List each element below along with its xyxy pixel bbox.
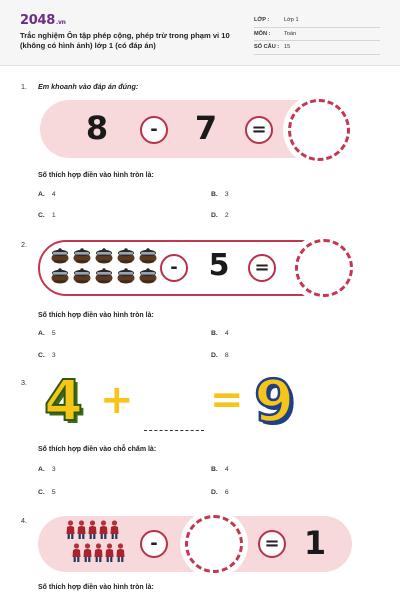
question-prompt: Em khoanh vào đáp án đúng: [38,82,139,91]
operand-right: 7 [194,109,218,147]
person-icon [99,520,108,540]
option-a[interactable]: A. 3 [38,466,56,473]
teapot-icon [138,247,158,264]
result-number: 1 [303,524,327,562]
teapot-icon [94,247,114,264]
teapot-icon [138,267,158,284]
option-c[interactable]: C. 1 [38,212,56,219]
answer-circle[interactable] [288,99,350,161]
teapot-icon [94,267,114,284]
option-d[interactable]: D. 6 [211,489,229,496]
equals-operator: = [245,116,273,144]
operand-left: 8 [85,109,109,147]
meta-question-count: SỐ CÂU : 15 [254,41,380,55]
question-text: Số thích hợp điền vào hình tròn là: [38,584,154,591]
question-number: 4. [21,516,27,525]
people-group [66,520,132,566]
person-icon [105,543,114,563]
option-b[interactable]: B. 4 [211,466,229,473]
teapot-icon [116,247,136,264]
plus-operator: + [100,377,134,423]
question-number: 3. [21,378,27,387]
option-d[interactable]: D. 2 [211,212,229,219]
equals-operator: = [258,530,286,558]
option-b[interactable]: B. 4 [211,330,229,337]
meta-grade: LỚP : Lớp 1 [254,14,380,28]
meta-info [254,14,380,55]
teapot-icon [72,247,92,264]
person-icon [83,543,92,563]
site-logo[interactable] [20,13,66,28]
option-a[interactable]: A. 5 [38,330,56,337]
question-text: Số thích hợp điền vào chỗ chấm là: [38,446,157,453]
logo-text: 2048 [20,13,55,28]
option-b[interactable]: B. 3 [211,191,229,198]
operand-right: 5 [208,248,230,283]
person-icon [77,520,86,540]
result-number: 9 [254,367,295,435]
document-header [0,0,400,66]
person-icon [72,543,81,563]
question-number: 1. [21,82,27,91]
option-c[interactable]: C. 5 [38,489,56,496]
teapot-group [50,247,158,284]
logo-suffix: .vn [55,19,66,26]
question-text: Số thích hợp điền vào hình tròn là: [38,312,154,319]
question-text: Số thích hợp điền vào hình tròn là: [38,172,154,179]
document-title: Trắc nghiệm Ôn tập phép cộng, phép trừ trong phạm vi 10 (không có hình ảnh) lớp 1 (có đáp án) [20,31,230,50]
teapot-icon [50,247,70,264]
meta-subject: MÔN : Toán [254,28,380,42]
question-number: 2. [21,240,27,249]
blank-line[interactable] [144,430,204,431]
person-icon [94,543,103,563]
person-icon [66,520,75,540]
teapot-icon [50,267,70,284]
person-icon [116,543,125,563]
person-icon [110,520,119,540]
answer-circle[interactable] [185,515,243,573]
option-a[interactable]: A. 4 [38,191,56,198]
minus-operator: - [140,116,168,144]
answer-circle[interactable] [295,239,353,297]
minus-operator: - [160,254,188,282]
teapot-icon [72,267,92,284]
person-icon [88,520,97,540]
operand-left: 4 [44,369,83,434]
equals-operator: = [210,377,244,423]
minus-operator: - [140,530,168,558]
option-c[interactable]: C. 3 [38,352,56,359]
teapot-icon [116,267,136,284]
equals-operator: = [248,254,276,282]
option-d[interactable]: D. 8 [211,352,229,359]
